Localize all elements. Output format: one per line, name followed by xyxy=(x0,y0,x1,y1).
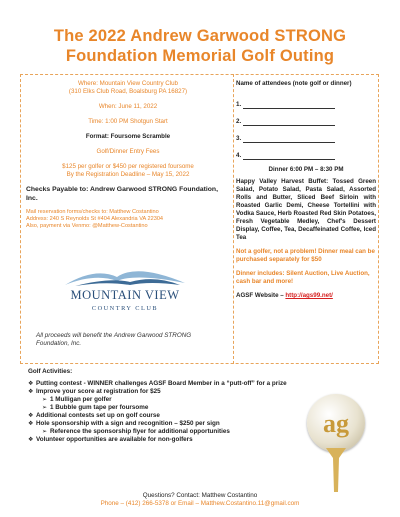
event-format: Format: Foursome Scramble xyxy=(85,133,171,140)
title-line-1: The 2022 Andrew Garwood STRONG xyxy=(53,27,347,45)
fees-line-1: $125 per golfer or $450 per registered foursome xyxy=(62,163,194,170)
venue: Where: Mountain View Country Club xyxy=(78,80,178,87)
contact-name: Questions? Contact: Matthew Costantino xyxy=(142,492,258,499)
dinner-menu: Happy Valley Harvest Buffet: Tossed Green Salad, Potato Salad, Pasta Salad, Assorted Rolls and Butter, Sliced Beef Sirloin with Roasted Garlic Demi, Cheese Tortellini with Vodka Sauce, Herb Roasted Red Skin Potatoes, Fresh Vegetable Medley, Chef's Dessert Display, Coffee, Tea, Decaffeinated Coffee, Iced Tea xyxy=(236,178,376,241)
club-subtitle: COUNTRY CLUB xyxy=(91,305,159,312)
mountain-view-logo xyxy=(55,265,195,320)
attendee-line-3[interactable]: 3. xyxy=(236,126,376,143)
venue-address: (310 Elks Club Road, Boalsburg PA 16827) xyxy=(68,88,188,95)
attendee-line-4[interactable]: 4. xyxy=(236,143,376,160)
mail-instructions: Mail reservation forms/checks to: Matthew Costantino xyxy=(26,209,159,215)
contact-info xyxy=(0,492,400,508)
attendee-lines xyxy=(236,92,376,160)
attendee-line-1[interactable]: 1. xyxy=(236,92,376,109)
mail-address: Address: 240 S Reynolds St #404 Alexandria VA 22304 xyxy=(26,216,164,222)
dinner-includes: Dinner includes: Silent Auction, Live Auction, cash bar and more! xyxy=(236,270,370,285)
website xyxy=(236,292,376,300)
activity-subitem: ➢ Reference the sponsorship flyer for additional opportunities xyxy=(42,428,230,435)
svg-text:ag: ag xyxy=(323,409,349,438)
event-details xyxy=(26,80,230,230)
mountain-icon xyxy=(55,265,195,287)
activity-item: ❖ Volunteer opportunities are available for non-golfers xyxy=(28,436,193,443)
website-link[interactable]: http://ags99.net/ xyxy=(285,292,333,299)
attendee-line-2[interactable]: 2. xyxy=(236,109,376,126)
golf-activities xyxy=(28,368,298,444)
attendees-label: Name of attendees (note golf or dinner) xyxy=(236,80,352,87)
venmo-info: Also, payment via Venmo: @Matthew-Costantino xyxy=(26,223,148,229)
website-label: AGSF Website – xyxy=(236,292,286,299)
dinner-only-note: Not a golfer, not a problem! Dinner meal can be purchased separately for $50 xyxy=(236,248,375,263)
activities-heading: Golf Activities: xyxy=(28,368,73,375)
dinner-time: Dinner 6:00 PM – 8:30 PM xyxy=(268,166,344,173)
checks-payable: Checks Payable to: Andrew Garwood STRONG Foundation, Inc. xyxy=(26,186,218,202)
event-date: When: June 11, 2022 xyxy=(98,103,158,110)
fees-title: Golf/Dinner Entry Fees xyxy=(96,148,160,155)
activity-subitem: ➢ 1 Bubble gum tape per foursome xyxy=(42,404,149,411)
activity-item: ❖ Additional contests set up on golf course xyxy=(28,412,160,419)
start-time: Time: 1:00 PM Shotgun Start xyxy=(88,118,168,125)
activity-item: ❖ Putting contest - WINNER challenges AGSF Board Member in a “putt-off” for a prize xyxy=(28,380,287,387)
golf-ball-icon xyxy=(307,394,365,452)
club-name: MOUNTAIN VIEW xyxy=(70,288,180,302)
activity-item: ❖ Improve your score at registration for $25 xyxy=(28,388,161,395)
registration-column xyxy=(236,80,376,300)
contact-details: Phone – (412) 266-5378 or Email – Matthew.Costantino.11@gmail.com xyxy=(100,500,300,507)
fees-line-2: By the Registration Deadline – May 15, 2022 xyxy=(66,171,190,178)
title-line-2: Foundation Memorial Golf Outing xyxy=(65,47,335,65)
flyer-title xyxy=(0,26,400,66)
golf-tee-icon xyxy=(325,448,347,492)
column-divider xyxy=(233,74,234,364)
proceeds-note: All proceeds will benefit the Andrew Garwood STRONG Foundation, Inc. xyxy=(36,332,192,347)
activity-item: ❖ Hole sponsorship with a sign and recognition – $250 per sign xyxy=(28,420,220,427)
activity-subitem: ➢ 1 Mulligan per golfer xyxy=(42,396,112,403)
